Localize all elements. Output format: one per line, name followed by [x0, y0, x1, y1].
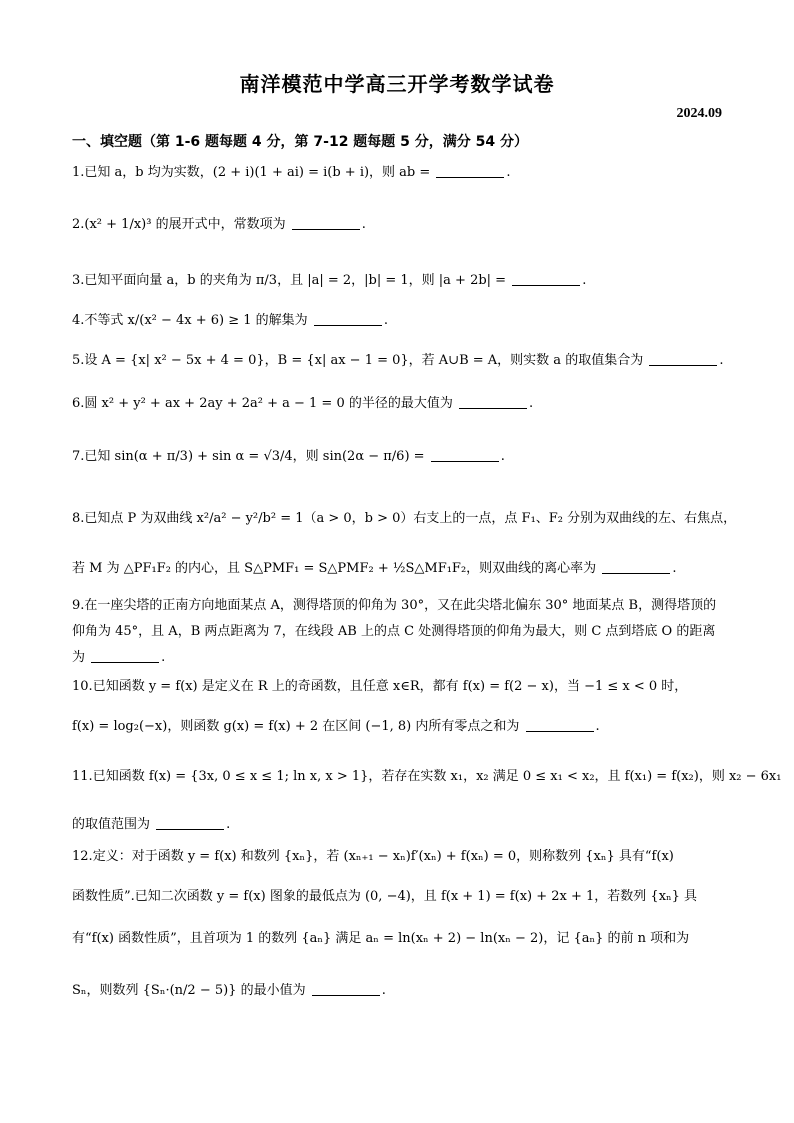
question-text: 已知 sin(α + π/3) + sin α = √3/4，则 sin(2α − π/6) =: [84, 449, 425, 464]
question-tail: .: [719, 353, 724, 368]
question-1: [72, 162, 726, 184]
answer-blank[interactable]: [512, 271, 580, 286]
question-7: [72, 446, 726, 468]
answer-blank[interactable]: [314, 311, 382, 326]
question-number: 5.: [72, 353, 85, 368]
question-9: [72, 593, 726, 671]
question-tail: .: [672, 561, 677, 576]
question-tail: .: [582, 273, 587, 288]
question-text: 不等式 x/(x² − 4x + 6) ≥ 1 的解集为: [84, 313, 308, 328]
question-number: 3.: [72, 273, 85, 288]
answer-blank[interactable]: [459, 394, 527, 409]
question-number: 9.: [72, 598, 85, 613]
question-2: [72, 214, 726, 236]
question-number: 8.: [72, 511, 85, 526]
question-text: 定义：对于函数 y = f(x) 和数列 {xₙ}，若 (xₙ₊₁ − xₙ)f′(xₙ) + f(xₙ) = 0，则称数列 {xₙ} 具有“f(x): [92, 849, 674, 864]
question-12: [72, 846, 726, 868]
question-number: 11.: [72, 769, 93, 784]
answer-blank[interactable]: [91, 648, 159, 663]
question-tail: .: [595, 719, 600, 734]
question-tail: .: [161, 650, 166, 665]
question-11-line-2: [72, 814, 230, 836]
question-number: 12.: [72, 849, 93, 864]
question-text: 设 A = {x| x² − 5x + 4 = 0}，B = {x| ax − 1 = 0}，若 A∪B = A，则实数 a 的取值集合为: [84, 353, 644, 368]
question-text: 已知函数 y = f(x) 是定义在 R 上的奇函数，且任意 x∈R，都有 f(x) = f(2 − x)，当 −1 ≤ x < 0 时，: [92, 679, 688, 694]
question-tail: .: [361, 217, 366, 232]
question-tail: .: [528, 396, 534, 411]
question-tail: .: [500, 449, 505, 464]
question-number: 2.: [72, 217, 85, 232]
exam-date: 2024.09: [676, 106, 722, 121]
question-12-line-4: [72, 980, 386, 1002]
question-text: 已知点 P 为双曲线 x²/a² − y²/b² = 1（a > 0，b > 0）右支上的一点，点 F₁、F₂ 分别为双曲线的左、右焦点，: [84, 511, 737, 526]
answer-blank[interactable]: [649, 351, 717, 366]
question-5: [72, 350, 726, 372]
question-3: [72, 270, 726, 292]
page-title: 南洋模范中学高三开学考数学试卷: [239, 72, 555, 96]
question-4: [72, 310, 726, 332]
question-number: 10.: [72, 679, 93, 694]
answer-blank[interactable]: [156, 815, 224, 830]
question-11: [72, 766, 782, 788]
question-12-line-2: [72, 886, 697, 908]
answer-blank[interactable]: [436, 163, 504, 178]
question-text-continued: 若 M 为 △PF₁F₂ 的内心，且 S△PMF₁ = S△PMF₂ + ½S△MF₁F₂，则双曲线的离心率为: [72, 561, 597, 576]
answer-blank[interactable]: [292, 215, 360, 230]
answer-blank[interactable]: [312, 981, 380, 996]
answer-blank[interactable]: [526, 717, 594, 732]
section-heading: 一、填空题（第 1-6 题每题 4 分，第 7-12 题每题 5 分，满分 54 分）: [72, 134, 529, 150]
question-number: 6.: [72, 396, 85, 411]
question-8-line-2: [72, 558, 676, 580]
question-text: 已知 a，b 均为实数，(2 + i)(1 + ai) = i(b + i)，则 ab =: [84, 165, 431, 180]
question-8: [72, 508, 737, 530]
question-number: 1.: [72, 165, 85, 180]
answer-blank[interactable]: [602, 559, 670, 574]
question-text: 已知函数 f(x) = {3x, 0 ≤ x ≤ 1; ln x, x > 1}，若存在实数 x₁，x₂ 满足 0 ≤ x₁ < x₂，且 f(x₁) = f(x₂)，则 x₂ − 6x₁: [92, 769, 782, 784]
question-10: [72, 676, 726, 698]
question-text: 在一座尖塔的正南方向地面某点 A，测得塔顶的仰角为 30°，又在此尖塔北偏东 30° 地面某点 B，测得塔顶的仰角为 45°，且 A，B 两点距离为 7，在线段 AB 上的点 C 处测得塔顶的仰角为最大，则 C 点到塔底 O 的距离为: [72, 598, 717, 665]
question-text-continued: Sₙ，则数列 {Sₙ·(n/2 − 5)} 的最小值为: [72, 983, 306, 998]
question-text-continued: 有“f(x) 函数性质”，且首项为 1 的数列 {aₙ} 满足 aₙ = ln(xₙ + 2) − ln(xₙ − 2)，记 {aₙ} 的前 n 项和为: [72, 931, 690, 946]
question-text-continued: 函数性质”.已知二次函数 y = f(x) 图象的最低点为 (0, −4)，且 f(x + 1) = f(x) + 2x + 1，若数列 {xₙ} 具: [72, 889, 698, 904]
question-text: 圆 x² + y² + ax + 2ay + 2a² + a − 1 = 0 的半径的最大值为: [84, 396, 453, 411]
question-12-line-3: [72, 928, 689, 950]
question-text-continued: f(x) = log₂(−x)，则函数 g(x) = f(x) + 2 在区间 (−1, 8) 内所有零点之和为: [72, 719, 520, 734]
question-6: [72, 393, 726, 415]
question-text: 已知平面向量 a，b 的夹角为 π/3，且 |a| = 2，|b| = 1，则 |a + 2b| =: [84, 273, 507, 288]
question-text: (x² + 1/x)³ 的展开式中，常数项为: [84, 217, 286, 232]
question-number: 7.: [72, 449, 85, 464]
question-text-continued: 的取值范围为: [72, 817, 151, 832]
question-tail: .: [383, 313, 388, 328]
question-tail: .: [226, 817, 231, 832]
question-tail: .: [381, 983, 386, 998]
question-tail: .: [506, 165, 511, 180]
answer-blank[interactable]: [431, 447, 499, 462]
question-number: 4.: [72, 313, 85, 328]
question-10-line-2: [72, 716, 600, 738]
